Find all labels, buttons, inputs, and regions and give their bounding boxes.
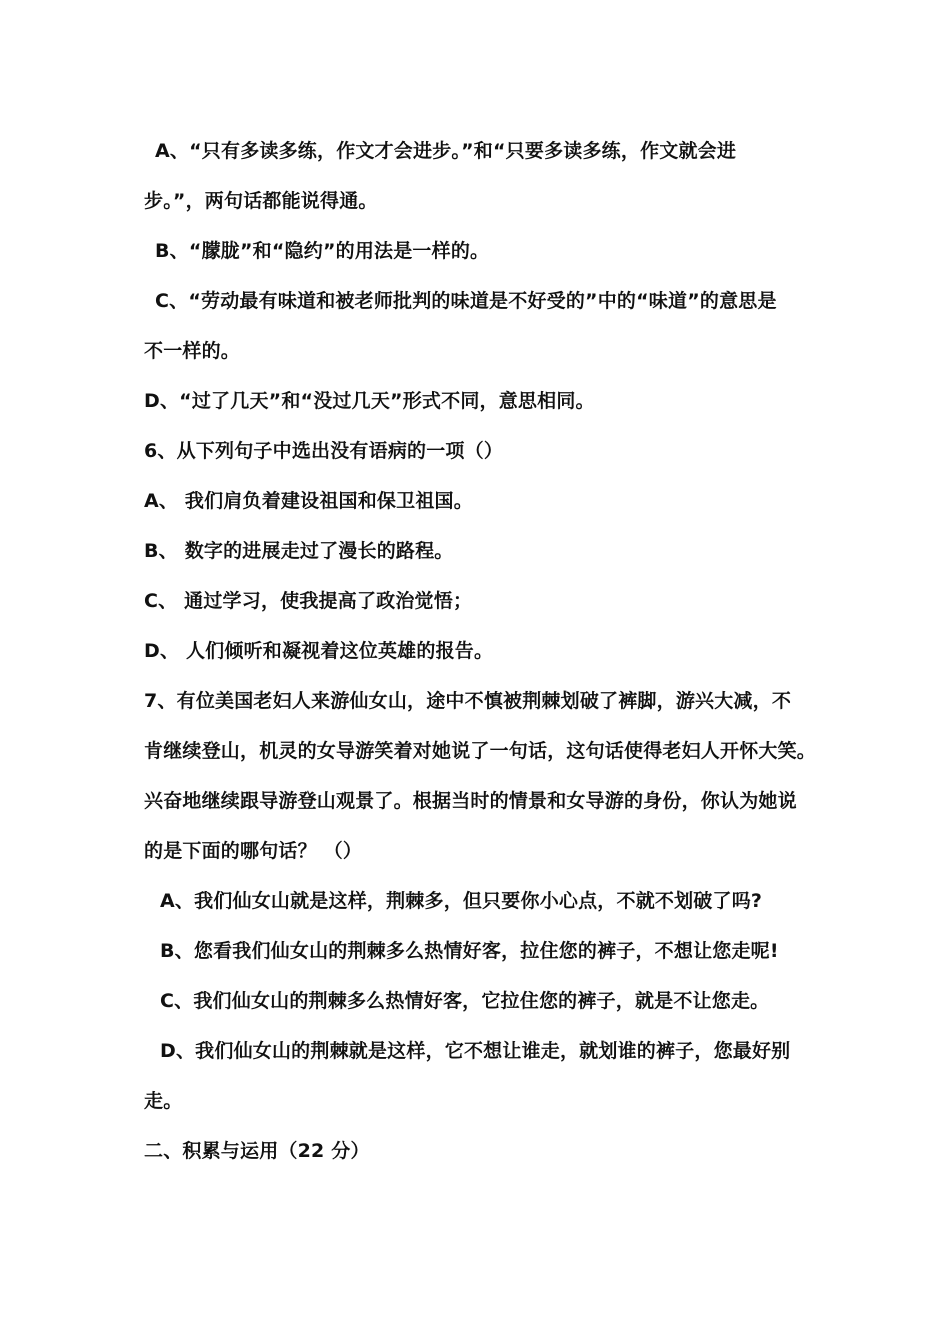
option-d: D、“过了几天”和“没过几天”形式不同，意思相同。 bbox=[144, 390, 595, 412]
question-7-stem-line1: 7、有位美国老妇人来游仙女山，途中不慎被荆棘划破了裤脚，游兴大减，不 bbox=[144, 690, 792, 712]
option-a-line1: A、“只有多读多练，作文才会进步。”和“只要多读多练，作文就会进 bbox=[155, 140, 737, 162]
question-6-option-a: A、 我们肩负着建设祖国和保卫祖国。 bbox=[144, 490, 473, 512]
question-6-option-b: B、 数字的进展走过了漫长的路程。 bbox=[144, 540, 454, 562]
option-c-line1: C、“劳动最有味道和被老师批判的味道是不好受的”中的“味道”的意思是 bbox=[155, 290, 777, 312]
option-a-line2: 步。”，两句话都能说得通。 bbox=[144, 190, 378, 212]
question-6-stem: 6、从下列句子中选出没有语病的一项（） bbox=[144, 440, 504, 462]
question-7-option-a: A、我们仙女山就是这样，荆棘多，但只要你小心点，不就不划破了吗? bbox=[160, 890, 763, 912]
question-6-option-c: C、 通过学习，使我提高了政治觉悟； bbox=[144, 590, 473, 612]
question-7-option-b: B、您看我们仙女山的荆棘多么热情好客，拉住您的裤子，不想让您走呢! bbox=[160, 940, 779, 962]
question-7-option-d-line2: 走。 bbox=[144, 1090, 183, 1112]
question-7-stem-line3: 兴奋地继续跟导游登山观景了。根据当时的情景和女导游的身份，你认为她说 bbox=[144, 790, 797, 812]
question-7-stem-line4: 的是下面的哪句话？ （） bbox=[144, 840, 363, 862]
question-7-stem-line2: 肯继续登山，机灵的女导游笑着对她说了一句话，这句话使得老妇人开怀大笑。 bbox=[144, 740, 817, 762]
section-2-heading: 二、积累与运用（22 分） bbox=[144, 1140, 370, 1162]
question-6-option-d: D、 人们倾听和凝视着这位英雄的报告。 bbox=[144, 640, 494, 662]
option-c-line2: 不一样的。 bbox=[144, 340, 241, 362]
question-7-option-d-line1: D、我们仙女山的荆棘就是这样，它不想让谁走，就划谁的裤子，您最好别 bbox=[160, 1040, 791, 1062]
question-7-option-c: C、我们仙女山的荆棘多么热情好客，它拉住您的裤子，就是不让您走。 bbox=[160, 990, 770, 1012]
option-b: B、“朦胧”和“隐约”的用法是一样的。 bbox=[155, 240, 490, 262]
